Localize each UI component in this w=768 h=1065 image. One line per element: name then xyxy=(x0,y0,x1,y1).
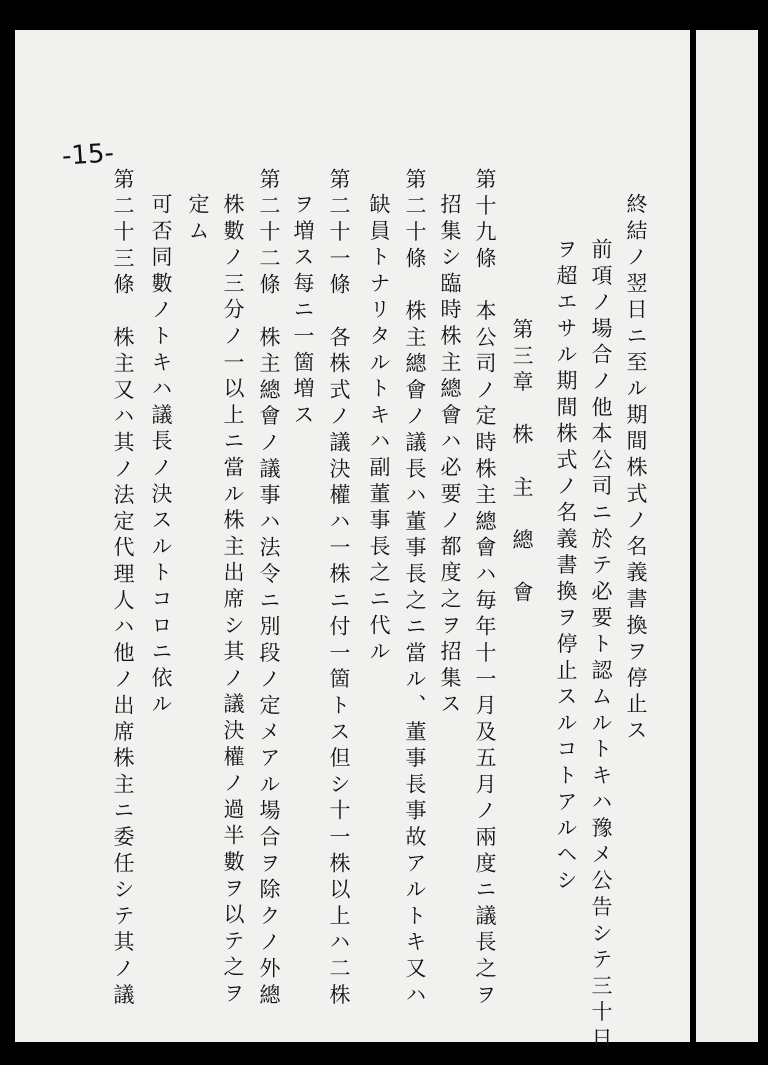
text-column: 定ム xyxy=(186,193,210,246)
article-text: 第二十條 株主總會ノ議長ハ董事長之ニ當ル、董事長事故アルトキ又ハ xyxy=(403,168,427,1010)
text-column: 招集シ臨時株主總會ハ必要ノ都度之ヲ招集ス xyxy=(438,193,462,719)
adjacent-page-edge xyxy=(696,30,758,1042)
text-column: 可否同數ノトキハ議長ノ決スルトコロニ依ル xyxy=(149,193,173,719)
page-number: -15- xyxy=(61,138,115,172)
article-text: 第十九條 本公司ノ定時株主總會ハ毎年十一月及五月ノ兩度ニ議長之ヲ xyxy=(473,168,497,1010)
text-column: 前項ノ場合ノ他本公司ニ於テ必要ト認ムルトキハ豫メ公告シテ三十日 xyxy=(589,238,613,1054)
text-column: 缺員トナリタルトキハ副董事長之ニ代ル xyxy=(367,193,391,667)
article-text: 第二十一條 各株式ノ議決權ハ一株ニ付一箇トス但シ十一株以上ハ二株 xyxy=(327,168,351,1010)
text-column: ヲ超エサル期間株式ノ名義書換ヲ停止スルコトアルヘシ xyxy=(554,238,578,896)
article-text: 第二十二條 株主總會ノ議事ハ法令ニ別段ノ定メアル場合ヲ除クノ外總 xyxy=(257,168,281,1010)
text-column: 株數ノ三分ノ一以上ニ當ル株主出席シ其ノ議決權ノ過半數ヲ以テ之ヲ xyxy=(221,193,245,1009)
article-text: 第二十三條 株主又ハ其ノ法定代理人ハ他ノ出席株主ニ委任シテ其ノ議 xyxy=(111,168,135,1010)
text-column: 終結ノ翌日ニ至ル期間株式ノ名義書換ヲ停止ス xyxy=(624,193,648,746)
chapter-heading: 第三章 株 主 總 會 xyxy=(510,318,534,608)
text-column: ヲ増ス每ニ一箇増ス xyxy=(291,193,315,430)
